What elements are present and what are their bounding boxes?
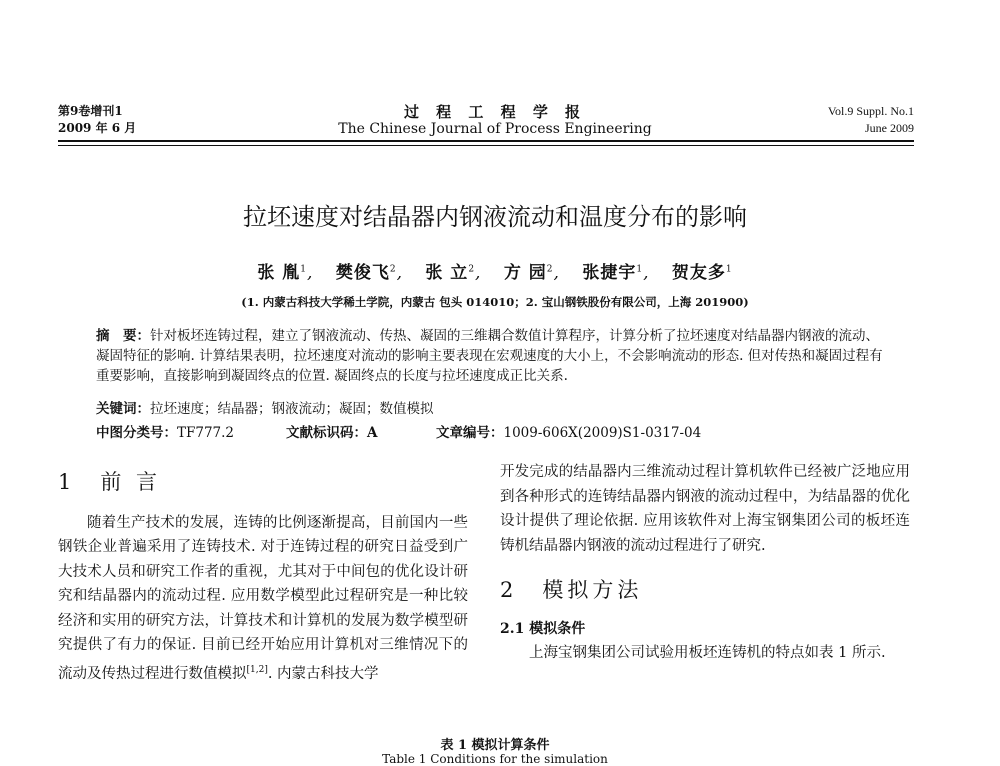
abstract-text: 针对板坯连铸过程，建立了钢液流动、传热、凝固的三维耦合数值计算程序，计算分析了拉坯速度对结晶器内钢液的流动、凝固特征的影响. 计算结果表明，拉坯速度对流动的影响主要表现在宏观速度的大小上，不会影响流动的形态. 但对传热和凝固过程有重要影响，直接影响到凝固终点的位置. 凝固终点的长度与拉坯速度成正比关系. bbox=[96, 328, 883, 384]
author: 樊俊飞$^2$, bbox=[335, 263, 403, 283]
keywords-label: 关键词： bbox=[96, 401, 150, 417]
body-paragraph: 随着生产技术的发展，连铸的比例逐渐提高，目前国内一些钢铁企业普遍采用了连铸技术. 对于连铸过程的研究日益受到广大技术人员和研究工作者的重视，尤其对于中间包的优化设计研究和结晶器内的流动过程. 应用数学模型此过程研究是一种比较经济和实用的研究方法，计算技术和计算机的发展为数学模型研究提供了有力的保证. 目前已经开始应用计算机对三维情况下的流动及传热过程进行数值模拟[1,2]. 内蒙古科技大学 bbox=[58, 514, 468, 682]
running-header-right bbox=[828, 103, 914, 137]
article-title: 拉坯速度对结晶器内钢液流动和温度分布的影响 bbox=[243, 203, 747, 231]
citation: [1,2] bbox=[246, 664, 268, 675]
body-paragraph: 上海宝钢集团公司试验用板坯连铸机的特点如表 1 所示. bbox=[529, 645, 886, 661]
volume-issue-en: Vol.9 Suppl. No.1 bbox=[827, 104, 914, 118]
doc-code-label: 文献标识码： bbox=[286, 425, 367, 441]
running-header-center bbox=[330, 103, 660, 138]
keywords-text: 拉坯速度；结晶器；钢液流动；凝固；数值模拟 bbox=[150, 401, 434, 417]
clc-label: 中图分类号： bbox=[96, 425, 177, 441]
clc-value: TF777.2 bbox=[177, 425, 235, 441]
right-column bbox=[500, 460, 910, 666]
author: 方 园$^2$, bbox=[503, 263, 560, 283]
header-rule-thin bbox=[58, 145, 914, 146]
journal-name-cn: 过 程 工 程 学 报 bbox=[403, 103, 587, 121]
keywords bbox=[96, 397, 434, 417]
classification-line bbox=[96, 421, 886, 441]
author: 张 立$^2$, bbox=[425, 263, 482, 283]
left-column bbox=[58, 470, 468, 686]
author: 张捷宇$^1$, bbox=[582, 263, 650, 283]
author: 张 胤$^1$, bbox=[257, 263, 314, 283]
section-heading: 1 前 言 bbox=[58, 470, 162, 494]
section-heading: 2 模拟方法 bbox=[500, 578, 643, 602]
body-paragraph: 开发完成的结晶器内三维流动过程计算机软件已经被广泛地应用到各种形式的连铸结晶器内钢液的流动过程中，为结晶器的优化设计提供了理论依据. 应用该软件对上海宝钢集团公司的板坯连铸机结晶器内钢液的流动过程进行了研究. bbox=[500, 464, 910, 554]
abstract-label: 摘 要： bbox=[96, 328, 150, 344]
issue-date: 2009 年 6 月 bbox=[58, 121, 137, 135]
subsection-heading: 2.1 模拟条件 bbox=[500, 620, 586, 637]
author: 贺友多$^1$ bbox=[671, 263, 733, 283]
doc-code-value: A bbox=[367, 425, 378, 441]
journal-name-en: The Chinese Journal of Process Engineering bbox=[338, 121, 652, 137]
abstract bbox=[96, 326, 886, 386]
table-caption-cn: 表 1 模拟计算条件 bbox=[440, 738, 550, 753]
issue-date-en: June 2009 bbox=[865, 121, 914, 135]
table-caption-en: Table 1 Conditions for the simulation bbox=[382, 752, 608, 766]
author-list bbox=[0, 258, 990, 283]
article-no-value: 1009-606X(2009)S1-0317-04 bbox=[503, 425, 702, 441]
running-header-left bbox=[58, 103, 136, 137]
header-rule-thick bbox=[58, 140, 914, 142]
article-no-label: 文章编号： bbox=[436, 425, 504, 441]
affiliation: (1. 内蒙古科技大学稀土学院，内蒙古 包头 014010；2. 宝山钢铁股份有限公司，上海 201900) bbox=[241, 295, 749, 309]
volume-issue: 第9卷增刊1 bbox=[58, 104, 123, 118]
